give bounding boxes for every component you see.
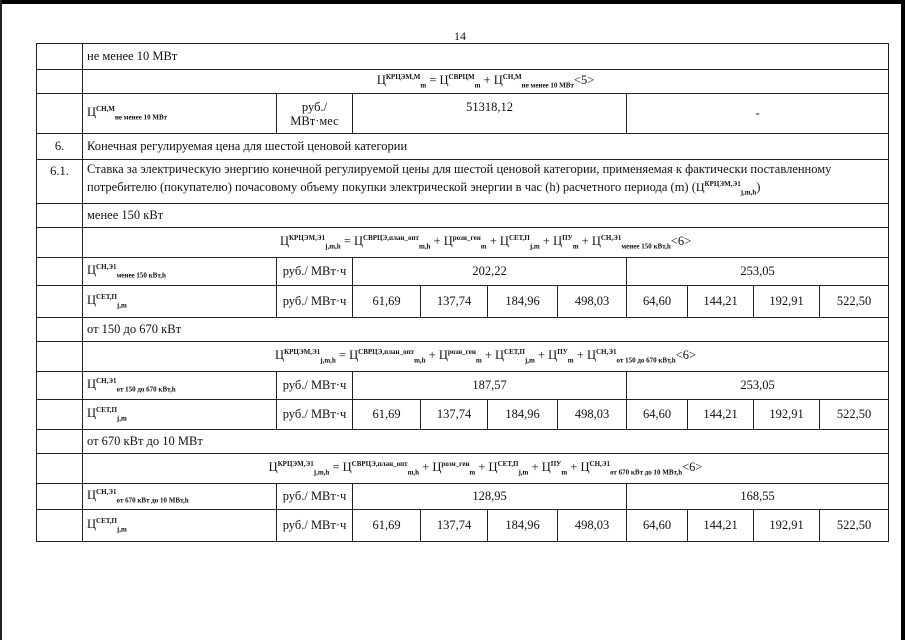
value-cell: 498,03 xyxy=(558,286,627,318)
num-cell xyxy=(37,44,83,70)
num-cell xyxy=(37,318,83,342)
row-group-less-150kw xyxy=(37,204,889,228)
eq-sign: = xyxy=(429,73,437,88)
unit-cell: руб./ МВт·ч xyxy=(277,400,353,430)
value-cell: 192,91 xyxy=(754,510,820,542)
value-cell: 202,22 xyxy=(353,258,627,286)
value-cell-dash: - xyxy=(627,94,889,134)
row-section-6-1 xyxy=(37,160,889,204)
value-cell: 137,74 xyxy=(421,286,488,318)
value-cell: 253,05 xyxy=(627,372,889,400)
num-cell xyxy=(37,204,83,228)
unit-cell: руб./ МВт·мес xyxy=(277,94,353,134)
value-cell: 498,03 xyxy=(558,510,627,542)
num-cell xyxy=(37,430,83,454)
num-cell xyxy=(37,484,83,510)
row-price-sn xyxy=(37,372,889,400)
num-cell xyxy=(37,70,83,94)
price-symbol: $Ц^{СН,М}_{не менее 10 МВт}$ xyxy=(83,94,277,134)
price-symbol: $Ц^{СЕТ,П}_{j,m}$ xyxy=(83,510,277,542)
price-symbol: $Ц^{СН,Э1}_{от 150 до 670 кВт,h}$ xyxy=(83,372,277,400)
section-title: Конечная регулируемая цена для шестой ценовой категории xyxy=(83,134,889,160)
page-left-border xyxy=(0,0,2,640)
row-group-150-670kw xyxy=(37,318,889,342)
formula-term: $Ц^{СВРЦМ}_m$ xyxy=(439,73,481,90)
page-right-border xyxy=(901,0,905,640)
value-cell: 144,21 xyxy=(688,286,754,318)
row-formula-6 xyxy=(37,342,889,372)
value-cell: 137,74 xyxy=(421,400,488,430)
page-top-border xyxy=(0,0,905,4)
row-not-less-10mw xyxy=(37,44,889,70)
value-cell: 184,96 xyxy=(488,400,558,430)
value-cell: 137,74 xyxy=(421,510,488,542)
group-label: от 150 до 670 кВт xyxy=(83,318,889,342)
row-formula-6 xyxy=(37,228,889,258)
formula-lhs: $Ц^{КРЦЭМ,М}_m$ xyxy=(376,73,427,90)
section-number: 6.1. xyxy=(37,160,83,204)
row-price-set xyxy=(37,286,889,318)
price-symbol: $Ц^{СЕТ,П}_{j,m}$ xyxy=(83,400,277,430)
row-price-set xyxy=(37,510,889,542)
value-cell: 64,60 xyxy=(627,286,688,318)
section-number: 6. xyxy=(37,134,83,160)
plus-sign: + xyxy=(483,73,491,88)
group-label: менее 150 кВт xyxy=(83,204,889,228)
value-cell: 192,91 xyxy=(754,400,820,430)
footnote-ref: <6> xyxy=(670,234,692,249)
value-cell: 61,69 xyxy=(353,400,421,430)
formula-cell xyxy=(83,70,889,94)
value-cell: 144,21 xyxy=(688,400,754,430)
formula-cell: $Ц^{КРЦЭМ,Э1}_{j,m,h} = Ц^{СВРЦЭ,план\_опт}_{m,h} + Ц^{розн\_ген}_m + Ц^{СЕТ,П}_{j,m} + Ц^{ПУ}_m + Ц^{СН,Э1}_{менее 150 кВт,h}<6>$ xyxy=(83,228,889,258)
value-cell: 187,57 xyxy=(353,372,627,400)
value-cell: 61,69 xyxy=(353,510,421,542)
row-price-sn xyxy=(37,484,889,510)
value-cell: 522,50 xyxy=(820,286,889,318)
value-cell: 64,60 xyxy=(627,400,688,430)
value-cell: 522,50 xyxy=(820,400,889,430)
value-cell: 184,96 xyxy=(488,286,558,318)
unit-cell: руб./ МВт·ч xyxy=(277,286,353,318)
row-price-set xyxy=(37,400,889,430)
footnote-ref: <5> xyxy=(573,73,595,88)
section-text: Ставка за электрическую энергию конечной регулируемой цены для шестой ценовой категории, применяемая к фактически поставленному потребителю (покупателю) почасовому объему покупки электрической энергии в час (h) расчетного периода (m) $(Ц^{КРЦЭМ,Э1}_{j,m,h})$ xyxy=(83,160,889,204)
tariff-table xyxy=(36,43,889,542)
group-label: от 670 кВт до 10 МВт xyxy=(83,430,889,454)
row-section-6 xyxy=(37,134,889,160)
group-label: не менее 10 МВт xyxy=(83,44,889,70)
value-cell: 192,91 xyxy=(754,286,820,318)
page-number: 14 xyxy=(454,29,466,43)
unit-cell: руб./ МВт·ч xyxy=(277,484,353,510)
value-cell: 522,50 xyxy=(820,510,889,542)
num-cell xyxy=(37,510,83,542)
unit-cell: руб./ МВт·ч xyxy=(277,510,353,542)
value-cell: 144,21 xyxy=(688,510,754,542)
row-formula-5 xyxy=(37,70,889,94)
unit-cell: руб./ МВт·ч xyxy=(277,372,353,400)
num-cell xyxy=(37,400,83,430)
footnote-ref: <6> xyxy=(682,460,703,475)
row-price-not-less-10mw xyxy=(37,94,889,134)
num-cell xyxy=(37,286,83,318)
value-cell: 253,05 xyxy=(627,258,889,286)
formula-term: $Ц^{СН,М}_{не менее 10 МВт}$ xyxy=(493,73,574,90)
num-cell xyxy=(37,228,83,258)
value-cell: 498,03 xyxy=(558,400,627,430)
num-cell xyxy=(37,258,83,286)
row-group-670kw-10mw xyxy=(37,430,889,454)
unit-cell: руб./ МВт·ч xyxy=(277,258,353,286)
row-price-sn xyxy=(37,258,889,286)
row-formula-6 xyxy=(37,454,889,484)
num-cell xyxy=(37,94,83,134)
price-symbol: $Ц^{СН,Э1}_{менее 150 кВт,h}$ xyxy=(83,258,277,286)
value-cell: 64,60 xyxy=(627,510,688,542)
num-cell xyxy=(37,342,83,372)
value-cell: 168,55 xyxy=(627,484,889,510)
value-cell: 61,69 xyxy=(353,286,421,318)
formula-cell: $Ц^{КРЦЭМ,Э1}_{j,m,h} = Ц^{СВРЦЭ,план\_опт}_{m,h} + Ц^{розн\_ген}_m + Ц^{СЕТ,П}_{j,m} + Ц^{ПУ}_m + Ц^{СН,Э1}_{от 150 до 670 кВт,h}<6>$ xyxy=(83,342,889,372)
price-symbol: $Ц^{СЕТ,П}_{j,m}$ xyxy=(83,286,277,318)
formula-cell: $Ц^{КРЦЭМ,Э1}_{j,m,h} = Ц^{СВРЦЭ,план\_опт}_{m,h} + Ц^{розн\_ген}_m + Ц^{СЕТ,П}_{j,m} + Ц^{ПУ}_m + Ц^{СН,Э1}_{от 670 кВт до 10 МВт,h}<6>$ xyxy=(83,454,889,484)
value-cell: 51318,12 xyxy=(353,94,627,134)
num-cell xyxy=(37,454,83,484)
footnote-ref: <6> xyxy=(675,348,696,363)
value-cell: 184,96 xyxy=(488,510,558,542)
value-cell: 128,95 xyxy=(353,484,627,510)
num-cell xyxy=(37,372,83,400)
price-symbol: $Ц^{СН,Э1}_{от 670 кВт до 10 МВт,h}$ xyxy=(83,484,277,510)
